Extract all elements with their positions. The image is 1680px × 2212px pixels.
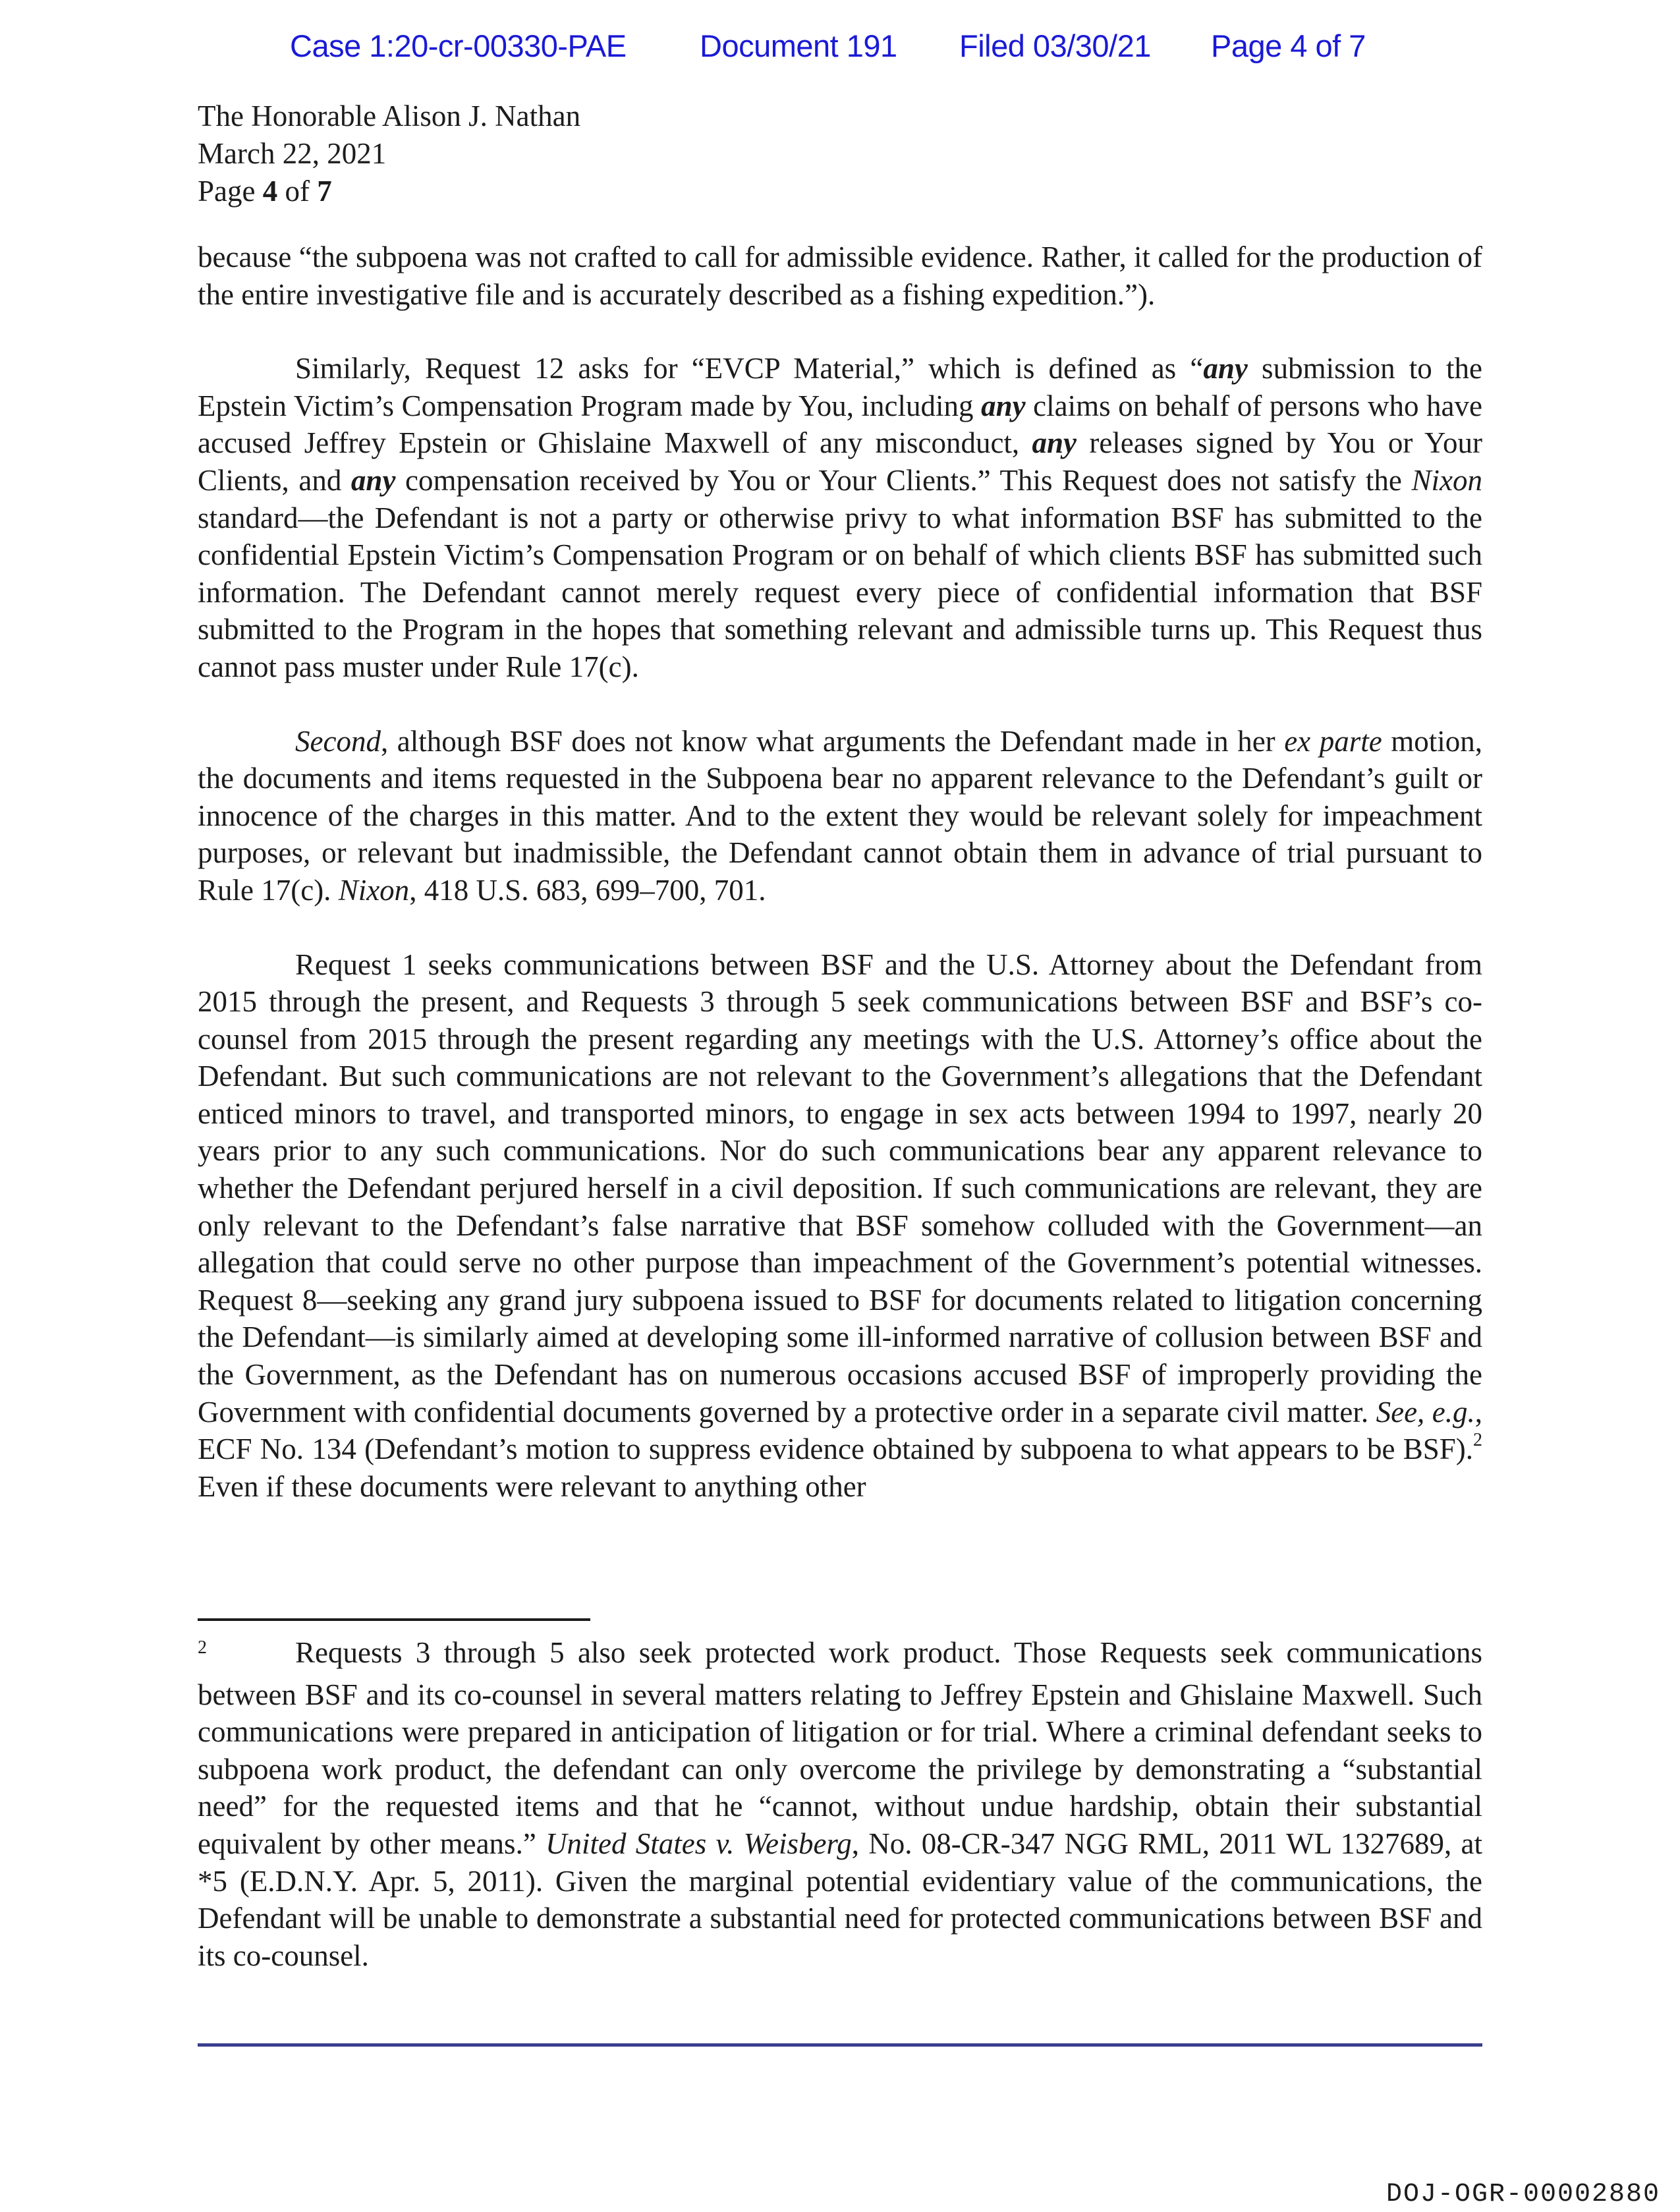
bates-number: DOJ-OGR-00002880 [1386, 2180, 1660, 2209]
footnote-2 [198, 1634, 1482, 1974]
text-run: Similarly, Request 12 asks for “EVCP Material,” which is defined as “ [295, 352, 1204, 385]
addressee-name: The Honorable Alison J. Nathan [198, 99, 581, 132]
ecf-filed-date: Filed 03/30/21 [959, 28, 1151, 63]
text-run: Even if these documents were relevant to anything other [198, 1469, 866, 1503]
text-run: standard—the Defendant is not a party or otherwise privy to what information BSF has submitted to the confidential Epstein Victim’s Compensation Program or on behalf of which clients BSF has submitted such information. The Defendant cannot merely request every piece of confidential information that BSF submitted to the Program in the hopes that something relevant and admissible turns up. This Request thus cannot pass muster under Rule 17(c). [198, 501, 1482, 683]
footnote-reference[interactable]: 2 [1473, 1430, 1482, 1451]
emphasis-any: any [1203, 352, 1248, 385]
text-run: motion, the documents and items requested in the Subpoena bear no apparent relevance to the Defendant’s guilt or innocence of the charges in this matter. And to the extent they would be relevant solely for impeachment purposes, or relevant but inadmissible, the Defendant cannot obtain them in advance of trial pursuant to Rule 17(c). [198, 724, 1482, 907]
paragraph-request-1 [198, 946, 1482, 1506]
emphasis-second: Second [295, 724, 381, 758]
ecf-document-number: Document 191 [700, 28, 897, 63]
emphasis-any: any [1032, 426, 1077, 460]
page-total: 7 [317, 175, 332, 208]
text-run: releases signed by You or Your Clients, and [198, 426, 1482, 497]
text-run: , although BSF does not know what arguments the Defendant made in her [380, 724, 1285, 758]
ecf-filing-header [290, 28, 1410, 74]
term-ex-parte: ex parte [1284, 724, 1382, 758]
case-citation-weisberg: United States v. Weisberg [546, 1827, 852, 1860]
text-run: , No. 08-CR-347 NGG RML, 2011 WL 1327689, at *5 (E.D.N.Y. Apr. 5, 2011). Given the marginal potential evidentiary value of the communications, the Defendant will be unable to demonstrate a substantial need for protected communications between BSF and its co-counsel. [198, 1827, 1482, 1972]
text-run: Requests 3 through 5 also seek protected work product. Those Requests seek communications between BSF and its co-counsel in several matters relating to Jeffrey Epstein and Ghislaine Maxwell. Such communications were prepared in anticipation of litigation or for trial. Where a criminal defendant seeks to subpoena work product, the defendant can only overcome the privilege by demonstrating a “substantial need” for the requested items and that he “cannot, without undue hardship, obtain their substantial equivalent by other means.” [198, 1636, 1482, 1860]
letter-date: March 22, 2021 [198, 137, 387, 170]
page-of: of [277, 175, 318, 208]
footnote-number: 2 [198, 1637, 207, 1658]
paragraph-request-12 [198, 350, 1482, 685]
letter-page-indicator [198, 173, 1482, 210]
text-run: submission to the Epstein Victim’s Compensation Program made by You, including [198, 352, 1482, 422]
text-run: Request 1 seeks communications between BSF and the U.S. Attorney about the Defendant from 2015 through the present, and Requests 3 through 5 seek communications between BSF and BSF’s co-counsel from 2015 through the present regarding any meetings with the U.S. Attorney’s office about the Defendant. But such communications are not relevant to the Government’s allegations that the Defendant enticed minors to travel, and transported minors, to engage in sex acts between 1994 to 1997, nearly 20 years prior to any such communications. Nor do such communications bear any apparent relevance to whether the Defendant perjured herself in a civil deposition. If such communications are relevant, they are only relevant to the Defendant’s false narrative that BSF somehow colluded with the Government—an allegation that could serve no other purpose than impeachment of the Government’s potential witnesses. Request 8—seeking any grand jury subpoena issued to BSF for documents related to litigation concerning the Defendant—is similarly aimed at developing some ill-informed narrative of collusion between BSF and the Government, as the Defendant has on numerous occasions accused BSF of improperly providing the Government with confidential documents governed by a protective order in a separate civil matter. [198, 948, 1482, 1429]
paragraph-continuation: because “the subpoena was not crafted to call for admissible evidence. Rather, it called for the production of the entire investigative file and is accurately described as a fishing expedition.”). [198, 241, 1482, 311]
footnote-text [198, 1634, 1482, 1974]
text-run: , ECF No. 134 (Defendant’s motion to suppress evidence obtained by subpoena to what appears to be BSF). [198, 1395, 1482, 1466]
case-citation-nixon: Nixon [1411, 463, 1482, 497]
emphasis-any: any [981, 389, 1026, 422]
emphasis-any: any [350, 463, 396, 497]
page-current: 4 [262, 175, 278, 208]
text-run: compensation received by You or Your Clients.” This Request does not satisfy the [395, 463, 1412, 497]
text-run: claims on behalf of persons who have accused Jeffrey Epstein or Ghislaine Maxwell of any misconduct, [198, 389, 1482, 460]
page-prefix: Page [198, 175, 263, 208]
citation-signal: See, e.g. [1376, 1395, 1475, 1429]
ecf-case-number: Case 1:20-cr-00330-PAE [290, 28, 627, 63]
footnote-separator [198, 1618, 590, 1621]
ecf-page-number: Page 4 of 7 [1211, 28, 1366, 63]
letter-header [198, 98, 1482, 210]
paragraph-second [198, 723, 1482, 909]
letter-body [198, 239, 1482, 1505]
case-citation-nixon: Nixon [338, 873, 410, 907]
text-run: , 418 U.S. 683, 699–700, 701. [409, 873, 766, 907]
letterhead-footer-rule [198, 2043, 1482, 2047]
